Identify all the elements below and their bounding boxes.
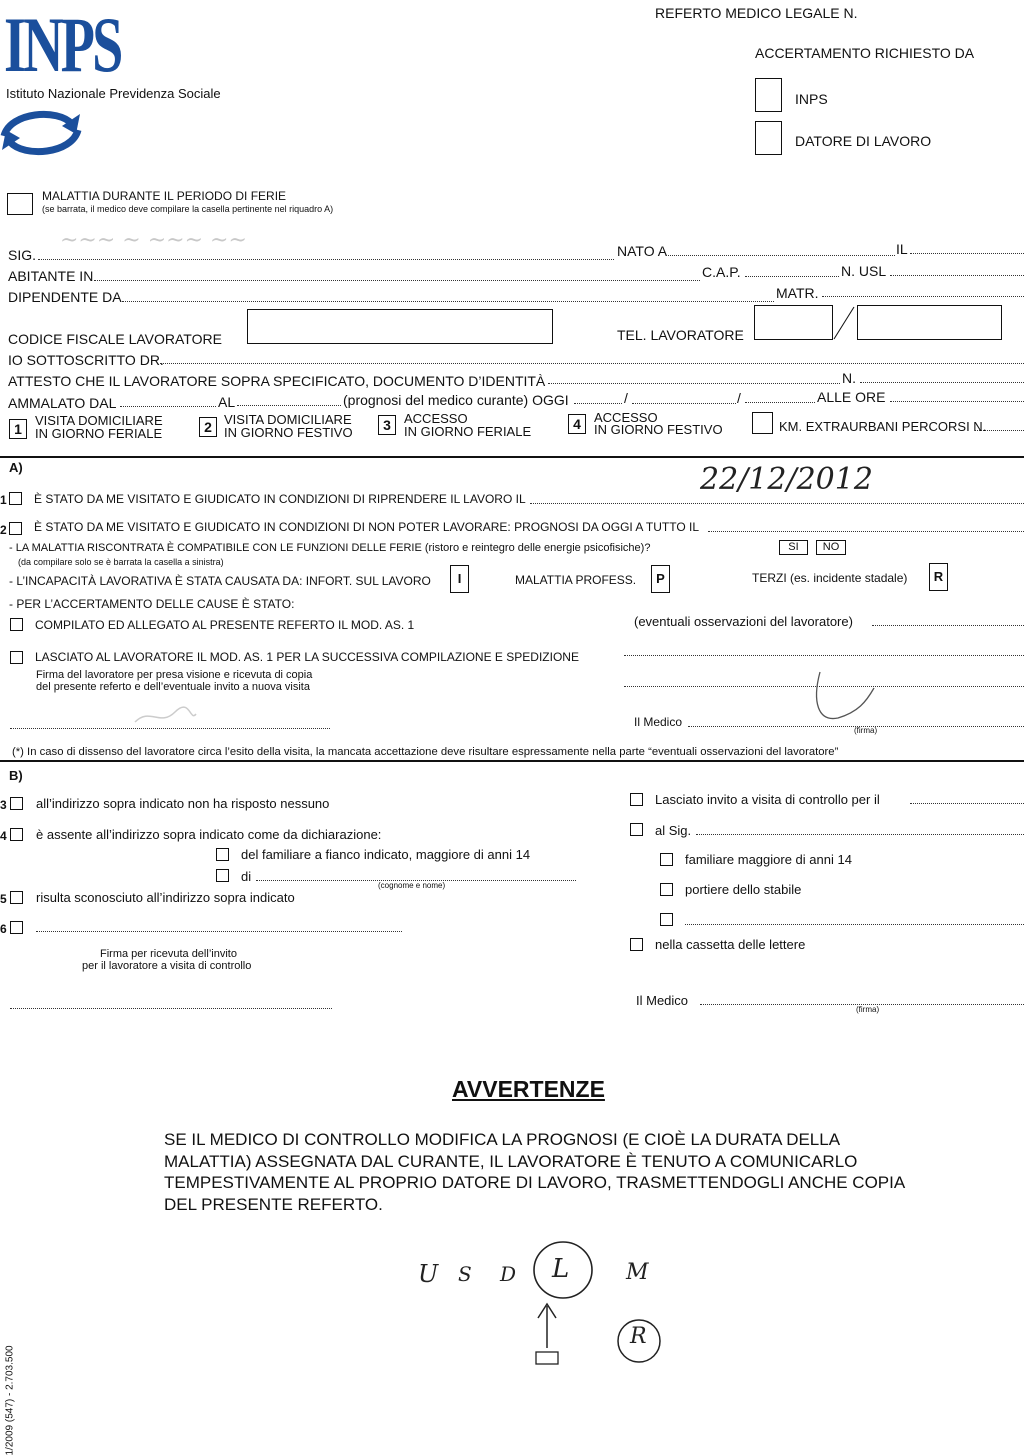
non-risposto-label: all’indirizzo sopra indicato non ha risposto nessuno [36, 796, 330, 811]
section-b-item3-number: 3 [0, 798, 7, 812]
visit-type-3-box[interactable]: 3 [378, 415, 396, 435]
ammalato-label: AMMALATO DAL [8, 395, 117, 411]
oggi-slash-2: / [737, 390, 741, 406]
inps-option-label: INPS [795, 91, 828, 107]
matr-field[interactable] [822, 296, 1024, 297]
osservazioni-field-2[interactable] [624, 655, 1024, 656]
visit-type-1-line2: IN GIORNO FERIALE [35, 426, 163, 441]
avvertenze-line-4: DEL PRESENTE REFERTO. [164, 1195, 383, 1214]
matr-label: MATR. [776, 285, 819, 301]
invito-date-field[interactable] [910, 803, 1024, 804]
dissenso-note: (*) In caso di dissenso del lavoratore circa l’esito della visita, la mancata accettazione deve risultare espressamente nella parte “eventuali osservazioni del lavoratore” [12, 746, 839, 758]
visit-type-4-line1: ACCESSO [594, 410, 658, 425]
tel-separator-icon [832, 305, 856, 340]
documento-n-label: N. [842, 370, 856, 386]
firma-invito-field[interactable] [10, 1008, 332, 1009]
riprendere-lavoro-checkbox[interactable] [9, 492, 22, 505]
osservazioni-field-1[interactable] [872, 625, 1024, 626]
section-b-item6-number: 6 [0, 922, 7, 936]
cap-label: C.A.P. [702, 264, 741, 280]
lavoratore-signature-icon [130, 702, 200, 730]
cap-field[interactable] [745, 276, 839, 277]
firma-invito-line1: Firma per ricevuta dell’invito [100, 948, 237, 960]
form-code: 1/2009 (547) - 2.703.500 [4, 1345, 16, 1456]
referto-title: REFERTO MEDICO LEGALE N. [655, 5, 858, 21]
osservazioni-label: (eventuali osservazioni del lavoratore) [634, 614, 853, 629]
non-risposto-checkbox[interactable] [10, 797, 23, 810]
lasciato-label: LASCIATO AL LAVORATORE IL MOD. AS. 1 PER LA SUCCESSIVA COMPILAZIONE E SPEDIZIONE [35, 650, 579, 664]
section-b-item4-number: 4 [0, 829, 7, 843]
usl-label: N. USL [841, 263, 887, 279]
riprendere-lavoro-label: È STATO DA ME VISITATO E GIUDICATO IN CONDIZIONI DI RIPRENDERE IL LAVORO IL [34, 492, 526, 506]
medico-b-firma-caption: (firma) [856, 1005, 880, 1014]
section-a-heading: A) [9, 460, 23, 475]
ammalato-field[interactable] [120, 406, 216, 407]
sig-label: SIG. [8, 247, 37, 263]
sconosciuto-label: risulta sconosciuto all’indirizzo sopra indicato [36, 890, 295, 905]
usl-field[interactable] [890, 275, 1024, 276]
tel-number-input[interactable] [857, 305, 1002, 340]
cognome-caption: (cognome e nome) [378, 881, 446, 890]
sig-field[interactable] [38, 259, 614, 260]
datore-checkbox[interactable] [755, 121, 782, 155]
inps-subtitle: Istituto Nazionale Previdenza Sociale [6, 86, 221, 101]
sottoscritto-label: IO SOTTOSCRITTO DR. [8, 352, 164, 368]
si-option[interactable]: SI [779, 540, 808, 555]
dipendente-field[interactable] [122, 301, 774, 302]
handwritten-letter-l: L [552, 1254, 570, 1284]
km-label: KM. EXTRAURBANI PERCORSI N. [779, 419, 987, 434]
familiare-14-label: familiare maggiore di anni 14 [685, 852, 852, 867]
compilato-label: COMPILATO ED ALLEGATO AL PRESENTE REFERTO IL MOD. AS. 1 [35, 618, 415, 632]
cassetta-label: nella cassetta delle lettere [655, 937, 806, 952]
handwritten-date: 22/12/2012 [700, 462, 873, 497]
sottoscritto-field[interactable] [160, 363, 1024, 364]
cassetta-checkbox[interactable] [630, 938, 643, 951]
handwritten-letter-d: D [500, 1262, 517, 1286]
firma-lavoratore-line2: del presente referto e dell’eventuale invito a nuova visita [36, 681, 310, 693]
assente-checkbox[interactable] [10, 828, 23, 841]
di-checkbox[interactable] [216, 869, 229, 882]
km-checkbox[interactable] [752, 412, 773, 434]
avvertenze-line-3: TEMPESTIVAMENTE AL PROPRIO DATORE DI LAVORO, TRASMETTENDOGLI ANCHE COPIA [164, 1173, 906, 1192]
portiere-label: portiere dello stabile [685, 882, 802, 897]
inps-arrows-logo-icon [0, 106, 82, 158]
inps-logo-text: INPS [4, 1, 121, 88]
non-poter-lavorare-checkbox[interactable] [9, 522, 22, 535]
il-field[interactable] [910, 253, 1024, 254]
handwritten-letter-r: R [630, 1324, 647, 1349]
visit-type-4-box[interactable]: 4 [568, 414, 586, 434]
oggi-day-field[interactable] [574, 403, 622, 404]
abitante-label: ABITANTE IN [8, 268, 94, 284]
section-divider-a [0, 456, 1024, 458]
ferie-compat-note: (da compilare solo se è barrata la casella a sinistra) [18, 557, 224, 567]
accertamento-label: ACCERTAMENTO RICHIESTO DA [755, 45, 975, 61]
infortunio-code-box[interactable]: I [450, 565, 469, 593]
visit-type-1-box[interactable]: 1 [9, 419, 27, 439]
ferie-label: MALATTIA DURANTE IL PERIODO DI FERIE [42, 189, 287, 203]
documento-n-field[interactable] [860, 382, 1024, 383]
oggi-year-field[interactable] [745, 402, 815, 403]
avvertenze-line-2: MALATTIA) ASSEGNATA DAL CURANTE, IL LAVORATORE È TENUTO A COMUNICARLO [164, 1152, 858, 1171]
handwritten-letter-m: M [626, 1260, 649, 1285]
tel-prefix-input[interactable] [754, 305, 833, 340]
familiare-14-checkbox[interactable] [660, 853, 673, 866]
malattia-prof-code-box[interactable]: P [651, 565, 670, 593]
altro-field[interactable] [685, 924, 1024, 925]
visit-type-2-box[interactable]: 2 [199, 417, 217, 437]
visit-type-4-line2: IN GIORNO FESTIVO [594, 422, 723, 437]
prognosi-label: (prognosi del medico curante) OGGI [343, 392, 569, 408]
medico-a-label: Il Medico [634, 715, 683, 729]
section-b-heading: B) [9, 768, 23, 783]
lasciato-checkbox[interactable] [10, 651, 23, 664]
oggi-month-field[interactable] [632, 403, 736, 404]
other-reason-checkbox[interactable] [10, 921, 23, 934]
invito-label: Lasciato invito a visita di controllo per il [655, 792, 880, 807]
codice-fiscale-input[interactable] [247, 309, 553, 344]
inps-logo [4, 1, 166, 88]
visit-type-1-line1: VISITA DOMICILIARE [35, 413, 163, 428]
familiare-label: del familiare a fianco indicato, maggiore di anni 14 [241, 847, 531, 862]
visit-type-3-line2: IN GIORNO FERIALE [404, 424, 532, 439]
codice-fiscale-label: CODICE FISCALE LAVORATORE [8, 331, 222, 347]
malattia-prof-label: MALATTIA PROFESS. [515, 573, 637, 587]
nato-a-label: NATO A [617, 243, 668, 259]
firma-invito-line2: per il lavoratore a visita di controllo [82, 960, 252, 972]
incapacita-label: - L’INCAPACITÀ LAVORATIVA È STATA CAUSATA DA: INFORT. SUL LAVORO [9, 574, 431, 588]
al-sig-label: al Sig. [655, 823, 692, 838]
medico-b-label: Il Medico [636, 993, 689, 1008]
al-label: AL [218, 394, 236, 410]
invito-checkbox[interactable] [630, 793, 643, 806]
km-field[interactable] [975, 430, 1024, 431]
visit-type-3-line1: ACCESSO [404, 411, 468, 426]
attesto-label: ATTESTO CHE IL LAVORATORE SOPRA SPECIFICATO, DOCUMENTO D’IDENTITÀ [8, 373, 546, 389]
avvertenze-line-1: SE IL MEDICO DI CONTROLLO MODIFICA LA PROGNOSI (E CIOÈ LA DURATA DELLA [164, 1130, 841, 1149]
terzi-label: TERZI (es. incidente stadale) [752, 571, 908, 585]
ferie-compat-question: - LA MALATTIA RISCONTRATA È COMPATIBILE CON LE FUNZIONI DELLE FERIE (ristoro e reintegro delle energie psicofisiche)? [9, 542, 651, 554]
datore-option-label: DATORE DI LAVORO [795, 133, 932, 149]
documento-field[interactable] [548, 383, 840, 384]
section-a-item2-number: 2 [0, 523, 7, 537]
dipendente-label: DIPENDENTE DA [8, 289, 122, 305]
no-option[interactable]: NO [816, 540, 846, 555]
section-b-item5-number: 5 [0, 892, 7, 906]
ferie-note: (se barrata, il medico deve compilare la casella pertinente nel riquadro A) [42, 204, 334, 214]
handwritten-arrow-icon [532, 1300, 562, 1370]
avvertenze-title: AVVERTENZE [452, 1076, 605, 1102]
handwritten-letter-s: S [458, 1262, 472, 1286]
medico-a-firma-caption: (firma) [854, 726, 878, 735]
visit-type-2-line2: IN GIORNO FESTIVO [224, 425, 353, 440]
terzi-code-box[interactable]: R [929, 563, 948, 591]
non-poter-lavorare-label: È STATO DA ME VISITATO E GIUDICATO IN CONDIZIONI DI NON POTER LAVORARE: PROGNOSI DA OGGI A TUTTO IL [34, 520, 699, 534]
tel-label: TEL. LAVORATORE [617, 327, 744, 343]
medico-a-signature-icon [808, 662, 878, 728]
familiare-checkbox[interactable] [216, 848, 229, 861]
al-sig-checkbox[interactable] [630, 823, 643, 836]
alle-ore-label: ALLE ORE [817, 389, 886, 405]
prognosi-date-field[interactable] [708, 531, 1024, 532]
assente-label: è assente all’indirizzo sopra indicato come da dichiarazione: [36, 827, 382, 842]
nato-a-field[interactable] [668, 255, 895, 256]
firma-lavoratore-line1: Firma del lavoratore per presa visione e ricevuta di copia [36, 669, 313, 681]
abitante-field[interactable] [94, 280, 700, 281]
section-a-item1-number: 1 [0, 493, 7, 507]
sig-handwriting: ~~~ ~ ~~~ ~~ [60, 228, 247, 253]
accertamento-cause-label: - PER L’ACCERTAMENTO DELLE CAUSE È STATO: [9, 597, 295, 611]
section-divider-b [0, 760, 1024, 762]
handwritten-letter-u: U [418, 1260, 439, 1288]
oggi-slash-1: / [624, 390, 628, 406]
al-field[interactable] [237, 405, 341, 406]
di-label: di [241, 869, 252, 884]
riprendere-lavoro-date-field[interactable] [530, 503, 1024, 504]
other-reason-field[interactable] [36, 931, 402, 932]
portiere-checkbox[interactable] [660, 883, 673, 896]
ferie-checkbox[interactable] [7, 193, 33, 215]
visit-type-2-line1: VISITA DOMICILIARE [224, 412, 352, 427]
inps-checkbox[interactable] [755, 78, 782, 112]
compilato-checkbox[interactable] [10, 618, 23, 631]
al-sig-field[interactable] [696, 834, 1024, 835]
alle-ore-field[interactable] [890, 401, 1024, 402]
il-label: IL [896, 241, 908, 257]
altro-checkbox[interactable] [660, 913, 673, 926]
sconosciuto-checkbox[interactable] [10, 891, 23, 904]
